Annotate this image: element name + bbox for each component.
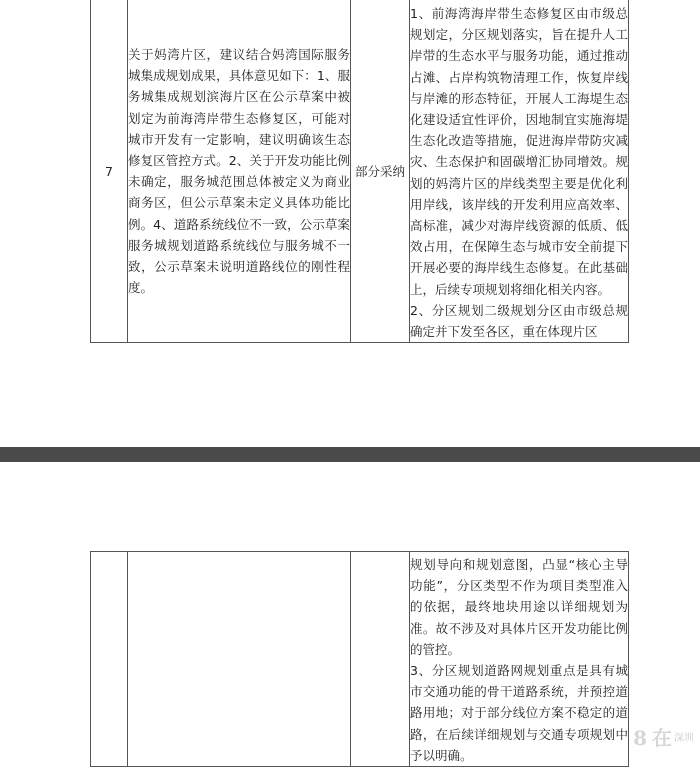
reply-paragraph: 1、前海湾海岸带生态修复区由市级总规划定，分区规划落实，旨在提升人工岸带的生态水平与服务功能，通过推动占滩、占岸构筑物清理工作，恢复岸线与岸滩的形态特征，开展人工海堤生态化建设适宜性评价，因地制宜实施海堤生态化改造等措施，促进海岸带防灾减灾、生态保护和固碳增汇协同增效。规划的妈湾片区的岸线类型主要是优化利用岸线，该岸线的开发利用应高效率、高标准，减少对海岸线资源的低质、低效占用，在保障生态与城市安全前提下开展必要的海岸线生态修复。在此基础上，后续专项规划将细化相关内容。 bbox=[410, 6, 628, 297]
site-watermark bbox=[633, 722, 694, 751]
row-number bbox=[91, 552, 128, 767]
watermark-logo: 8 在 bbox=[633, 726, 671, 750]
reply-paragraph: 规划导向和规划意图，凸显“核心主导功能”，分区类型不作为项目类型准入的依据，最终地块用途以详细规划为准。故不涉及对具体片区开发功能比例的管控。 bbox=[410, 557, 628, 657]
reply-paragraph: 3、分区规划道路网规划重点是具有城市交通功能的骨干道路系统，并预控道路用地；对于部分线位方案不稳定的道路，在后续详细规划与交通专项规划中予以明确。 bbox=[410, 663, 628, 763]
table-row bbox=[91, 0, 629, 343]
page-separator bbox=[0, 447, 700, 462]
status-cell: 部分采纳 bbox=[351, 0, 410, 343]
opinion-table bbox=[90, 0, 629, 343]
opinion-cell: 关于妈湾片区，建议结合妈湾国际服务城集成规划成果，具体意见如下：1、服务城集成规划滨海片区在公示草案中被划定为前海湾岸带生态修复区，可能对城市开发有一定影响，建议明确该生态修复区管控方式。2、关于开发功能比例未确定，服务城范围总体被定义为商业商务区，但公示草案未定义具体功能比例。4、道路系统线位不一致，公示草案服务城规划道路系统线位与服务城不一致，公示草案未说明道路线位的刚性程度。 bbox=[128, 0, 351, 343]
table-row bbox=[91, 552, 629, 767]
opinion-cell bbox=[128, 552, 351, 767]
row-number: 7 bbox=[91, 0, 128, 343]
status-cell bbox=[351, 552, 410, 767]
reply-cell bbox=[410, 0, 629, 343]
reply-cell bbox=[410, 552, 629, 767]
document-page-2 bbox=[0, 462, 700, 763]
watermark-text: 深圳 bbox=[674, 733, 694, 744]
reply-paragraph: 2、分区规划二级规划分区由市级总规确定并下发至各区，重在体现片区 bbox=[410, 302, 628, 340]
opinion-table bbox=[90, 551, 629, 767]
